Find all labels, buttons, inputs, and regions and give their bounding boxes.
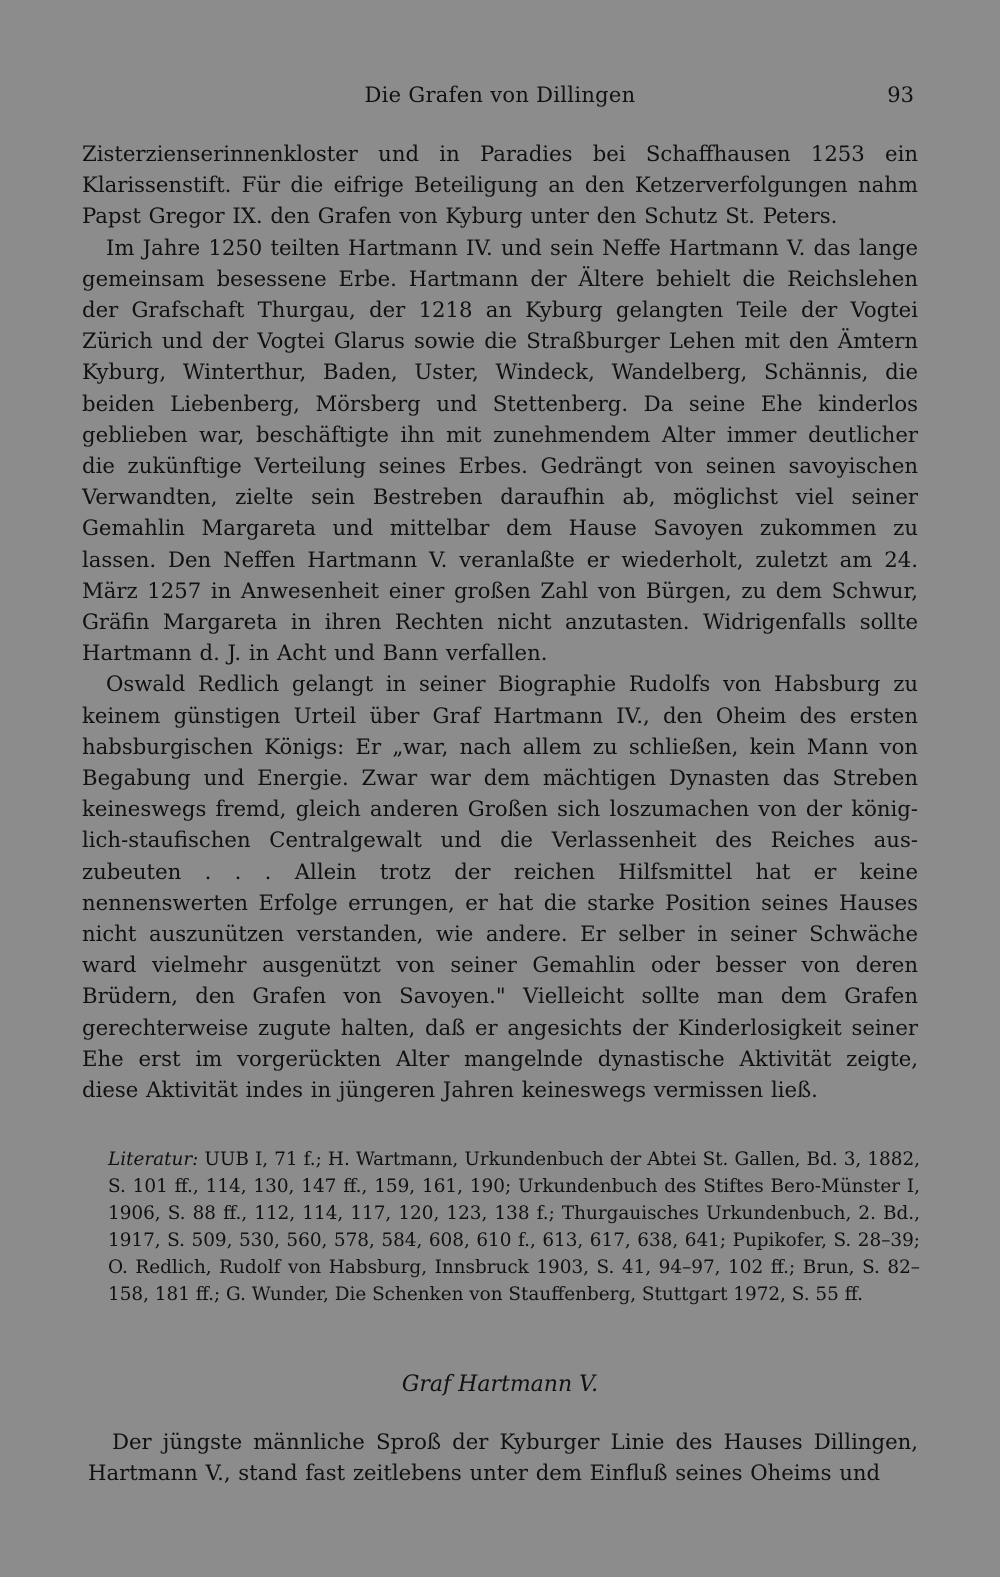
section-text-block (88, 1426, 918, 1488)
running-head: Die Grafen von Dillingen (364, 83, 636, 107)
body-paragraph: Im Jahre 1250 teilten Hartmann IV. und sein Neffe Hartmann V. das lange gemeinsam besessene Erbe. Hartmann der Ältere behielt die Reichslehen der Grafschaft Thurgau, der 1218 an Kyburg gelangten Teile der Vogtei Zürich und der Vogtei Glarus sowie die Straßburger Lehen mit den Ämtern Kyburg, Winterthur, Baden, Uster, Windeck, Wandelberg, Schännis, die beiden Liebenberg, Mörsberg und Stettenberg. Da seine Ehe kinderlos geblieben war, beschäftigte ihn mit zunehmendem Alter immer deutlicher die zukünftige Verteilung seines Erbes. Gedrängt von seinen savoyischen Verwandten, zielte sein Bestreben daraufhin ab, möglichst viel seiner Gemahlin Margareta und mittelbar dem Hause Savoyen zukommen zu lassen. Den Neffen Hartmann V. veranlaßte er wiederholt, zuletzt am 24. März 1257 in Anwesenheit einer großen Zahl von Bürgen, zu dem Schwur, Gräfin Margareta in ihren Rechten nicht anzutasten. Widrigenfalls sollte Hartmann d. J. in Acht und Bann verfallen. (82, 234, 918, 666)
section-heading: Graf Hartmann V. (401, 1372, 599, 1397)
main-text-block (82, 138, 918, 1105)
body-paragraph: Oswald Redlich gelangt in seiner Biographie Rudolfs von Habsburg zu keinem günstigen Urteil über Graf Hartmann IV., den Oheim des ersten habsburgischen Königs: Er „war, nach allem zu schließen, kein Mann von Begabung und Energie. Zwar war dem mächtigen Dynasten das Streben keineswegs fremd, gleich anderen Großen sich loszumachen von der königlich-staufischen Centralgewalt und die Verlassenheit des Reiches auszubeuten . . . Allein trotz der reichen Hilfsmittel hat er keine nennenswerten Erfolge errungen, er hat die starke Position seines Hauses nicht auszunützen verstanden, wie andere. Er selber in seiner Schwäche ward vielmehr ausgenützt von seiner Gemahlin oder besser von deren Brüdern, den Grafen von Savoyen." Vielleicht sollte man dem Grafen gerechterweise zugute halten, daß er angesichts der Kinderlosigkeit seiner Ehe erst im vorgerückten Alter mangelnde dynastische Aktivität zeigte, diese Aktivität indes in jüngeren Jahren keineswegs vermissen ließ. (82, 671, 918, 1103)
page-header (82, 78, 918, 112)
section-paragraph: Der jüngste männliche Sproß der Kyburger Linie des Hauses Dillingen, Hartmann V., stand fast zeitlebens unter dem Einfluß seines Oheims und (88, 1429, 918, 1486)
page-number: 93 (887, 83, 914, 107)
body-paragraph: Zisterzienserinnenkloster und in Paradies bei Schaffhausen 1253 ein Klarissenstift. Für die eifrige Beteiligung an den Ketzerverfolgungen nahm Papst Gregor IX. den Grafen von Kyburg unter den Schutz St. Peters. (82, 141, 918, 229)
literature-label: Literatur: (108, 1149, 199, 1170)
literature-note (108, 1146, 920, 1308)
literature-text: UUB I, 71 f.; H. Wartmann, Urkundenbuch der Abtei St. Gallen, Bd. 3, 1882, S. 101 ff., 114, 130, 147 ff., 159, 161, 190; Urkundenbuch des Stiftes Bero-Münster I, 1906, S. 88 ff., 112, 114, 117, 120, 123, 138 f.; Thurgauisches Urkundenbuch, 2. Bd., 1917, S. 509, 530, 560, 578, 584, 608, 610 f., 613, 617, 638, 641; Pupikofer, S. 28–39; O. Redlich, Rudolf von Habsburg, Innsbruck 1903, S. 41, 94–97, 102 ff.; Brun, S. 82–158, 181 ff.; G. Wunder, Die Schenken von Stauffenberg, Stuttgart 1972, S. 55 ff. (108, 1149, 920, 1305)
